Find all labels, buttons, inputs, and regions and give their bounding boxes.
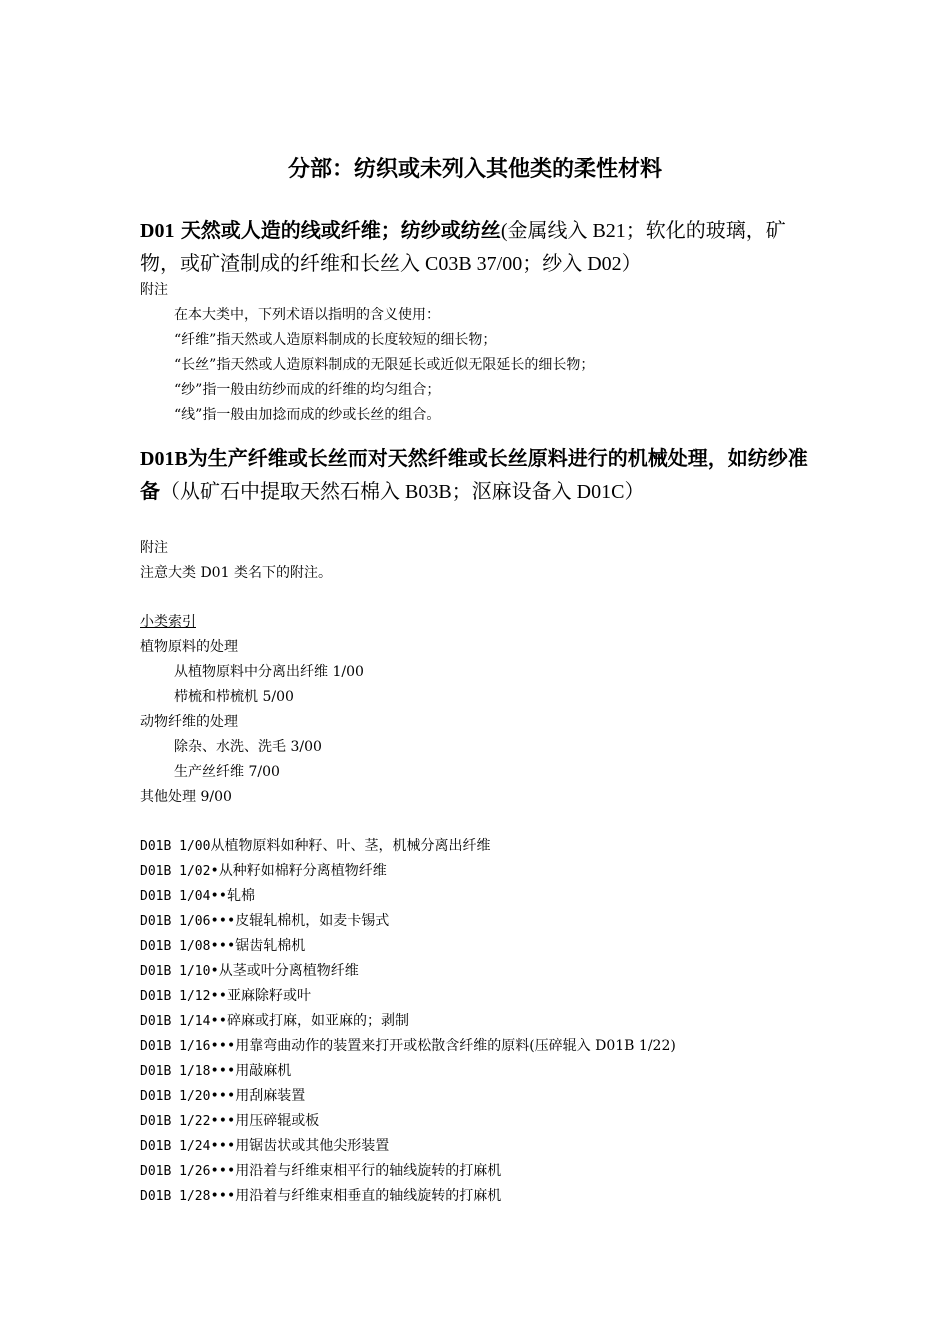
classification-entry: [140, 1187, 501, 1206]
d01-title: 天然或人造的线或纤维；纺纱或纺丝: [180, 218, 501, 242]
entry-text: •••用沿着与纤维束相平行的轴线旋转的打麻机: [210, 1163, 502, 1179]
index-item: 动物纤维的处理: [140, 714, 238, 730]
classification-entry: [140, 887, 255, 906]
entry-code: D01B 1/26: [140, 1164, 211, 1179]
index-item: 栉梳和栉梳机 5/00: [174, 689, 294, 705]
entry-text: •••用靠弯曲动作的装置来打开或松散含纤维的原料(压碎辊入 D01B 1/22): [210, 1038, 676, 1054]
entry-text: •••用压碎辊或板: [210, 1113, 320, 1129]
entry-text: •••用锯齿状或其他尖形装置: [210, 1138, 390, 1154]
entry-text: 从植物原料如种籽、叶、茎，机械分离出纤维: [210, 838, 491, 854]
index-item: 其他处理 9/00: [140, 789, 232, 805]
entry-text: •••用敲麻机: [210, 1063, 292, 1079]
d01-heading: [140, 214, 820, 280]
classification-entry: [140, 1012, 409, 1031]
entry-code: D01B 1/10: [140, 964, 211, 979]
d01-scope: (金属线入 B21；软化的玻璃，矿物，或矿渣制成的纤维和长丝入 C03B 37/00；纱入 D02）: [140, 220, 786, 275]
entry-code: D01B 1/04: [140, 889, 211, 904]
entry-code: D01B 1/06: [140, 914, 211, 929]
classification-entry: [140, 1062, 291, 1081]
entry-code: D01B 1/02: [140, 864, 211, 879]
classification-entry: [140, 912, 389, 931]
d01b-note-text: 注意大类 D01 类名下的附注。: [140, 565, 332, 581]
classification-entry: [140, 1037, 676, 1056]
d01b-heading: [140, 442, 820, 508]
entry-code: D01B 1/08: [140, 939, 211, 954]
page-title: 分部：纺织或未列入其他类的柔性材料: [287, 157, 662, 182]
d01-note-item: “纱”指一般由纺纱而成的纤维的均匀组合；: [174, 382, 441, 398]
classification-entry: [140, 837, 490, 856]
d01-note-item: “线”指一般由加捻而成的纱或长丝的组合。: [174, 407, 441, 423]
entry-text: •••锯齿轧棉机: [210, 938, 306, 954]
entry-text: ••碎麻或打麻，如亚麻的；剥制: [210, 1013, 409, 1029]
entry-code: D01B 1/24: [140, 1139, 211, 1154]
d01b-note-label: 附注: [140, 540, 168, 556]
entry-code: D01B 1/14: [140, 1014, 211, 1029]
classification-entry: [140, 962, 359, 981]
entry-text: •••用刮麻装置: [210, 1088, 306, 1104]
entry-code: D01B 1/28: [140, 1189, 211, 1204]
entry-code: D01B 1/18: [140, 1064, 211, 1079]
entry-text: •从茎或叶分离植物纤维: [210, 963, 359, 979]
index-item: 植物原料的处理: [140, 639, 238, 655]
entry-code: D01B 1/16: [140, 1039, 211, 1054]
entry-text: ••亚麻除籽或叶: [210, 988, 311, 1004]
d01-note-item: “长丝”指天然或人造原料制成的无限延长或近似无限延长的细长物；: [174, 357, 595, 373]
classification-entry: [140, 1112, 319, 1131]
entry-text: ••轧棉: [210, 888, 255, 904]
entry-text: •••用沿着与纤维束相垂直的轴线旋转的打麻机: [210, 1188, 502, 1204]
d01b-title: 为生产纤维或长丝而对天然纤维或长丝原料进行的机械处理，如纺纱准备: [140, 446, 808, 503]
d01-note-label: 附注: [140, 282, 168, 298]
d01b-scope: （从矿石中提取天然石棉入 B03B；沤麻设备入 D01C）: [160, 481, 645, 503]
classification-entry: [140, 937, 305, 956]
entry-text: •••皮辊轧棉机，如麦卡锡式: [210, 913, 390, 929]
classification-entry: [140, 1162, 501, 1181]
entry-code: D01B 1/20: [140, 1089, 211, 1104]
classification-entry: [140, 1087, 305, 1106]
index-item: 从植物原料中分离出纤维 1/00: [174, 664, 364, 680]
classification-entry: [140, 1137, 389, 1156]
index-item: 生产丝纤维 7/00: [174, 764, 280, 780]
entry-code: D01B 1/22: [140, 1114, 211, 1129]
d01-code: D01: [140, 220, 175, 242]
d01-note-intro: 在本大类中，下列术语以指明的含义使用：: [174, 307, 440, 323]
d01b-code: D01B: [140, 448, 188, 470]
entry-code: D01B 1/00: [140, 839, 211, 854]
d01-note-item: “纤维”指天然或人造原料制成的长度较短的细长物；: [174, 332, 497, 348]
subclass-index-label: 小类索引: [140, 614, 196, 630]
classification-entry: [140, 987, 311, 1006]
index-item: 除杂、水洗、洗毛 3/00: [174, 739, 322, 755]
classification-entry: [140, 862, 387, 881]
entry-code: D01B 1/12: [140, 989, 211, 1004]
entry-text: •从种籽如棉籽分离植物纤维: [210, 863, 387, 879]
